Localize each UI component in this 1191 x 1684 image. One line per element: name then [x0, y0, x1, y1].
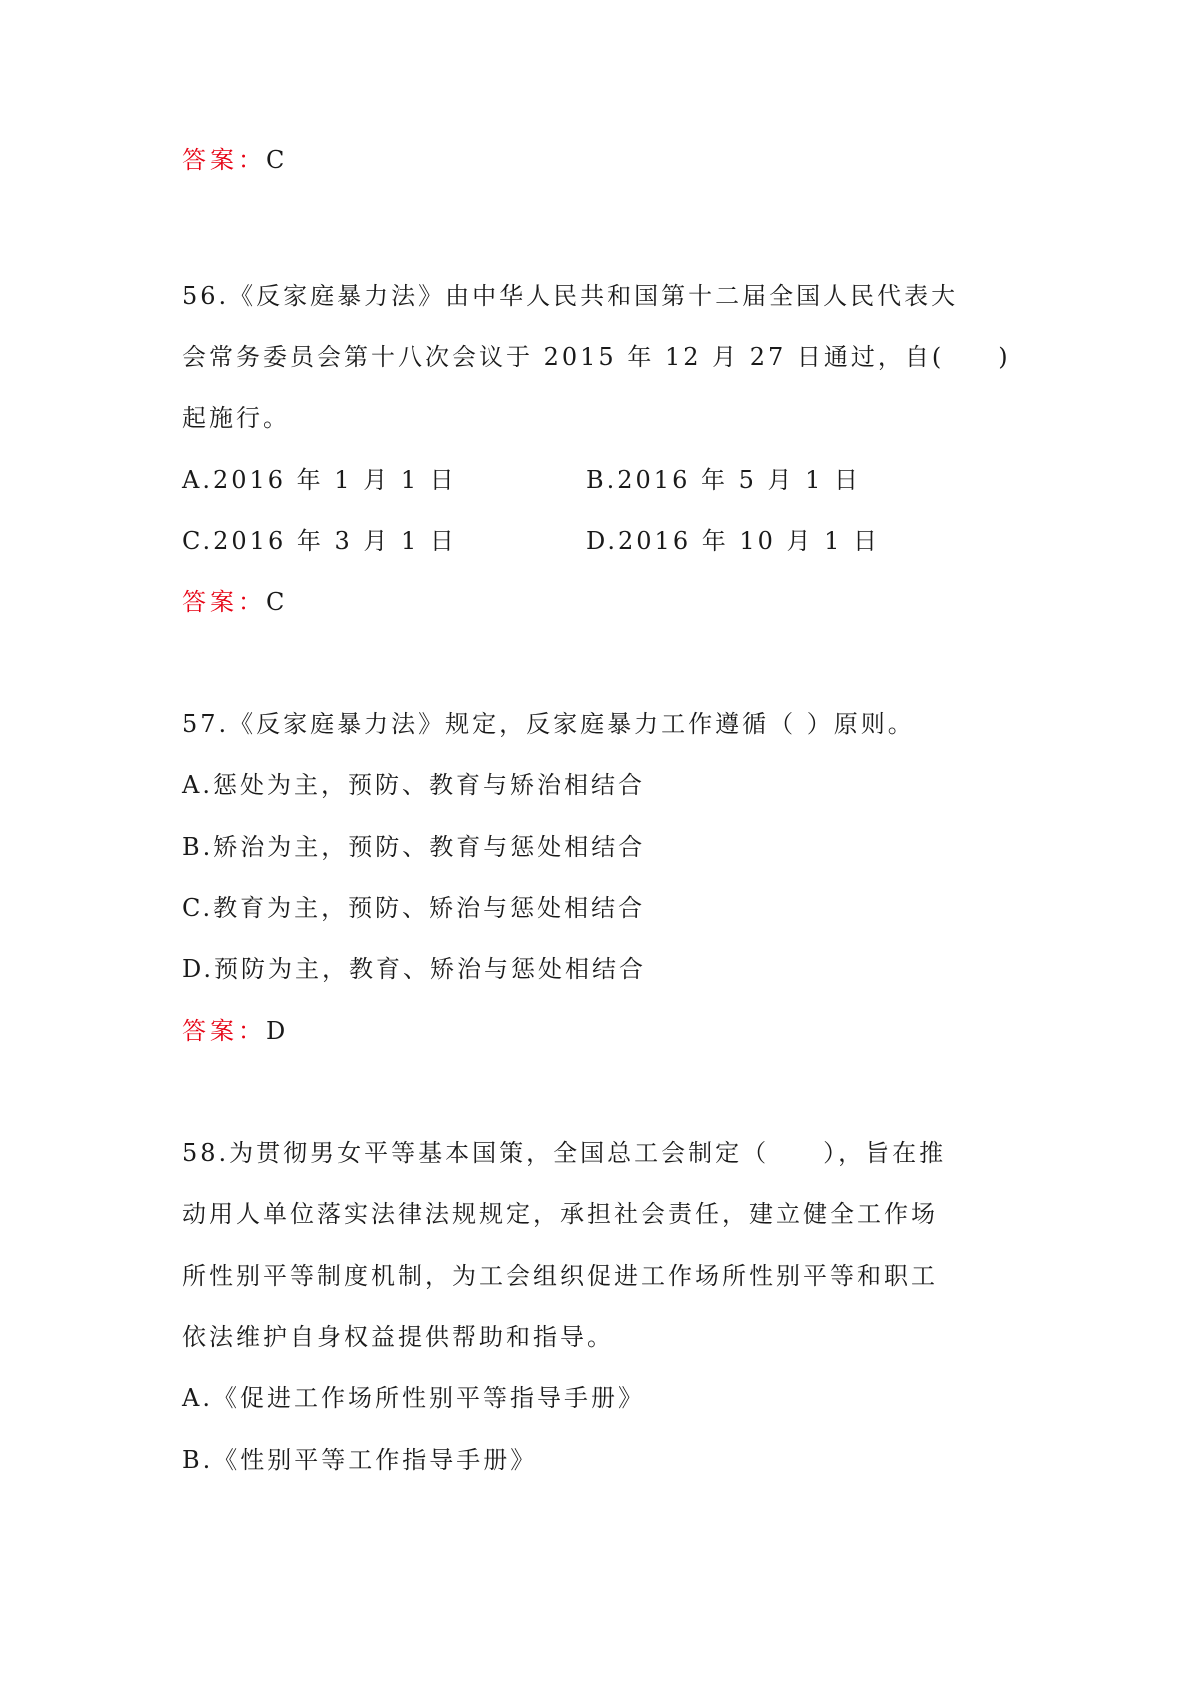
option-56-a: A.2016 年 1 月 1 日 [182, 466, 457, 494]
option-57-c: C.教育为主，预防、矫治与惩处相结合 [182, 894, 646, 922]
answer-label: 答案： [182, 588, 266, 616]
answer-value: C [266, 588, 288, 616]
answer-value: D [266, 1017, 289, 1045]
option-57-d: D.预防为主，教育、矫治与惩处相结合 [182, 955, 647, 983]
answer-value: C [266, 146, 288, 174]
question-56-line-1: 56.《反家庭暴力法》由中华人民共和国第十二届全国人民代表大 [182, 282, 959, 310]
option-58-a: A.《促进工作场所性别平等指导手册》 [182, 1384, 645, 1412]
question-58-line-1: 58.为贯彻男女平等基本国策，全国总工会制定（ ），旨在推 [182, 1139, 947, 1167]
question-58-line-3: 所性别平等制度机制，为工会组织促进工作场所性别平等和职工 [182, 1262, 938, 1290]
question-56-line-3: 起施行。 [182, 404, 290, 432]
option-56-c: C.2016 年 3 月 1 日 [182, 527, 457, 555]
answer-label: 答案： [182, 1017, 266, 1045]
answer-label: 答案： [182, 146, 266, 174]
question-57-line-1: 57.《反家庭暴力法》规定，反家庭暴力工作遵循（ ）原则。 [182, 710, 915, 738]
answer-line-56 [182, 585, 287, 619]
option-56-b: B.2016 年 5 月 1 日 [586, 466, 862, 494]
option-57-b: B.矫治为主，预防、教育与惩处相结合 [182, 833, 646, 861]
question-58-line-4: 依法维护自身权益提供帮助和指导。 [182, 1323, 614, 1351]
option-56-d: D.2016 年 10 月 1 日 [586, 527, 881, 555]
answer-line-55 [182, 143, 287, 177]
question-58-line-2: 动用人单位落实法律法规规定，承担社会责任，建立健全工作场 [182, 1200, 938, 1228]
answer-line-57 [182, 1014, 288, 1048]
option-57-a: A.惩处为主，预防、教育与矫治相结合 [182, 771, 645, 799]
option-58-b: B.《性别平等工作指导手册》 [182, 1446, 538, 1474]
question-56-line-2: 会常务委员会第十八次会议于 2015 年 12 月 27 日通过，自( ) [182, 343, 1011, 371]
